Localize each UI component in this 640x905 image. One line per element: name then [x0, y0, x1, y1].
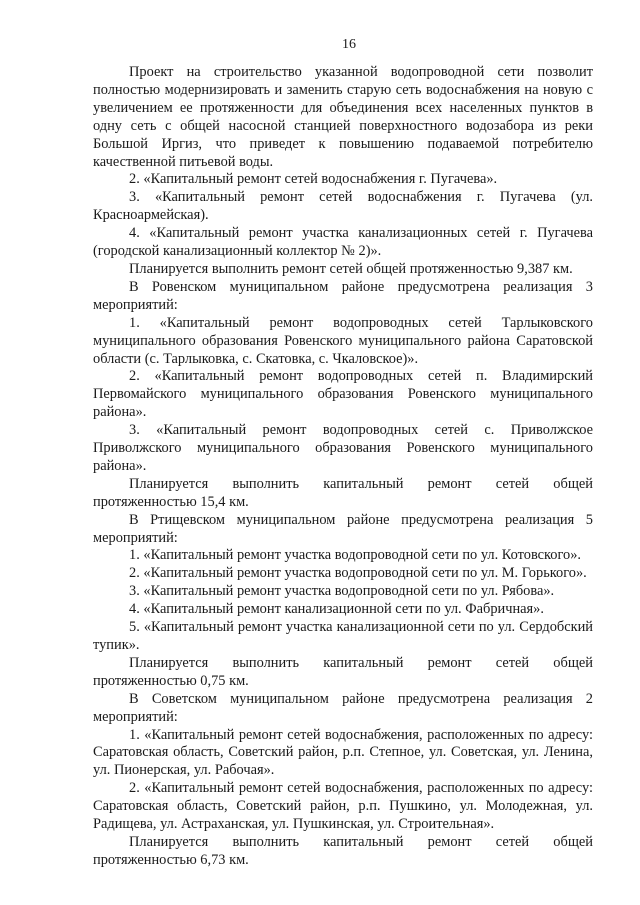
- paragraph: Планируется выполнить ремонт сетей общей протяженностью 9,387 км.: [129, 260, 573, 277]
- paragraph: В Советском муниципальном районе предусмотрена реализация 2 мероприятий:: [93, 690, 593, 725]
- paragraph: 4. «Капитальный ремонт канализационной сети по ул. Фабричная».: [129, 601, 544, 618]
- paragraph: Проект на строительство указанной водопроводной сети позволит полностью модернизировать и заменить старую сеть водоснабжения на новую с увеличением ее протяженности для объединения всех населенных пунктов в одну сеть с общей насосной станцией поверхностного водозабора из реки Большой Иргиз, что приведет к повышению подаваемой потребителю качественной питьевой воды.: [93, 64, 593, 170]
- paragraph: 3. «Капитальный ремонт водопроводных сетей с. Приволжское Приволжского муниципального образования Ровенского муниципального района».: [93, 422, 593, 474]
- paragraph: 5. «Капитальный ремонт участка канализационной сети по ул. Сердобский тупик».: [93, 619, 593, 653]
- paragraph: В Ровенском муниципальном районе предусмотрена реализация 3 мероприятий:: [93, 278, 593, 313]
- paragraph: 3. «Капитальный ремонт участка водопроводной сети по ул. Рябова».: [129, 583, 555, 600]
- paragraph: 3. «Капитальный ремонт сетей водоснабжения г. Пугачева (ул. Красноармейская).: [93, 189, 593, 224]
- paragraph: Планируется выполнить капитальный ремонт сетей общей протяженностью 0,75 км.: [93, 654, 593, 689]
- paragraph: Планируется выполнить капитальный ремонт сетей общей протяженностью 15,4 км.: [93, 475, 593, 510]
- document-body: [93, 64, 593, 870]
- paragraph: 4. «Капитальный ремонт участка канализационных сетей г. Пугачева (городской канализационный коллектор № 2)».: [93, 225, 593, 260]
- paragraph: 2. «Капитальный ремонт сетей водоснабжения, расположенных по адресу: Саратовская область, Советский район, р.п. Пушкино, ул. Молодежная, ул. Радищева, ул. Астраханская, ул. Пушкинская, ул. Строительная».: [93, 780, 593, 833]
- paragraph: 2. «Капитальный ремонт участка водопроводной сети по ул. М. Горького».: [129, 565, 587, 582]
- page-number: 16: [342, 37, 356, 52]
- paragraph: 1. «Капитальный ремонт сетей водоснабжения, расположенных по адресу: Саратовская область, Советский район, р.п. Степное, ул. Советская, ул. Ленина, ул. Пионерская, ул. Рабочая».: [93, 726, 593, 779]
- paragraph: 2. «Капитальный ремонт сетей водоснабжения г. Пугачева».: [129, 171, 498, 188]
- paragraph: 1. «Капитальный ремонт участка водопроводной сети по ул. Котовского».: [129, 547, 582, 564]
- paragraph: 2. «Капитальный ремонт водопроводных сетей п. Владимирский Первомайского муниципального образования Ровенского муниципального района».: [93, 368, 593, 421]
- paragraph: Планируется выполнить капитальный ремонт сетей общей протяженностью 6,73 км.: [93, 833, 593, 868]
- paragraph: 1. «Капитальный ремонт водопроводных сетей Тарлыковского муниципального образования Ровенского муниципального района Саратовской области (с. Тарлыковка, с. Скатовка, с. Чкаловское)».: [93, 314, 593, 367]
- paragraph: В Ртищевском муниципальном районе предусмотрена реализация 5 мероприятий:: [93, 511, 593, 546]
